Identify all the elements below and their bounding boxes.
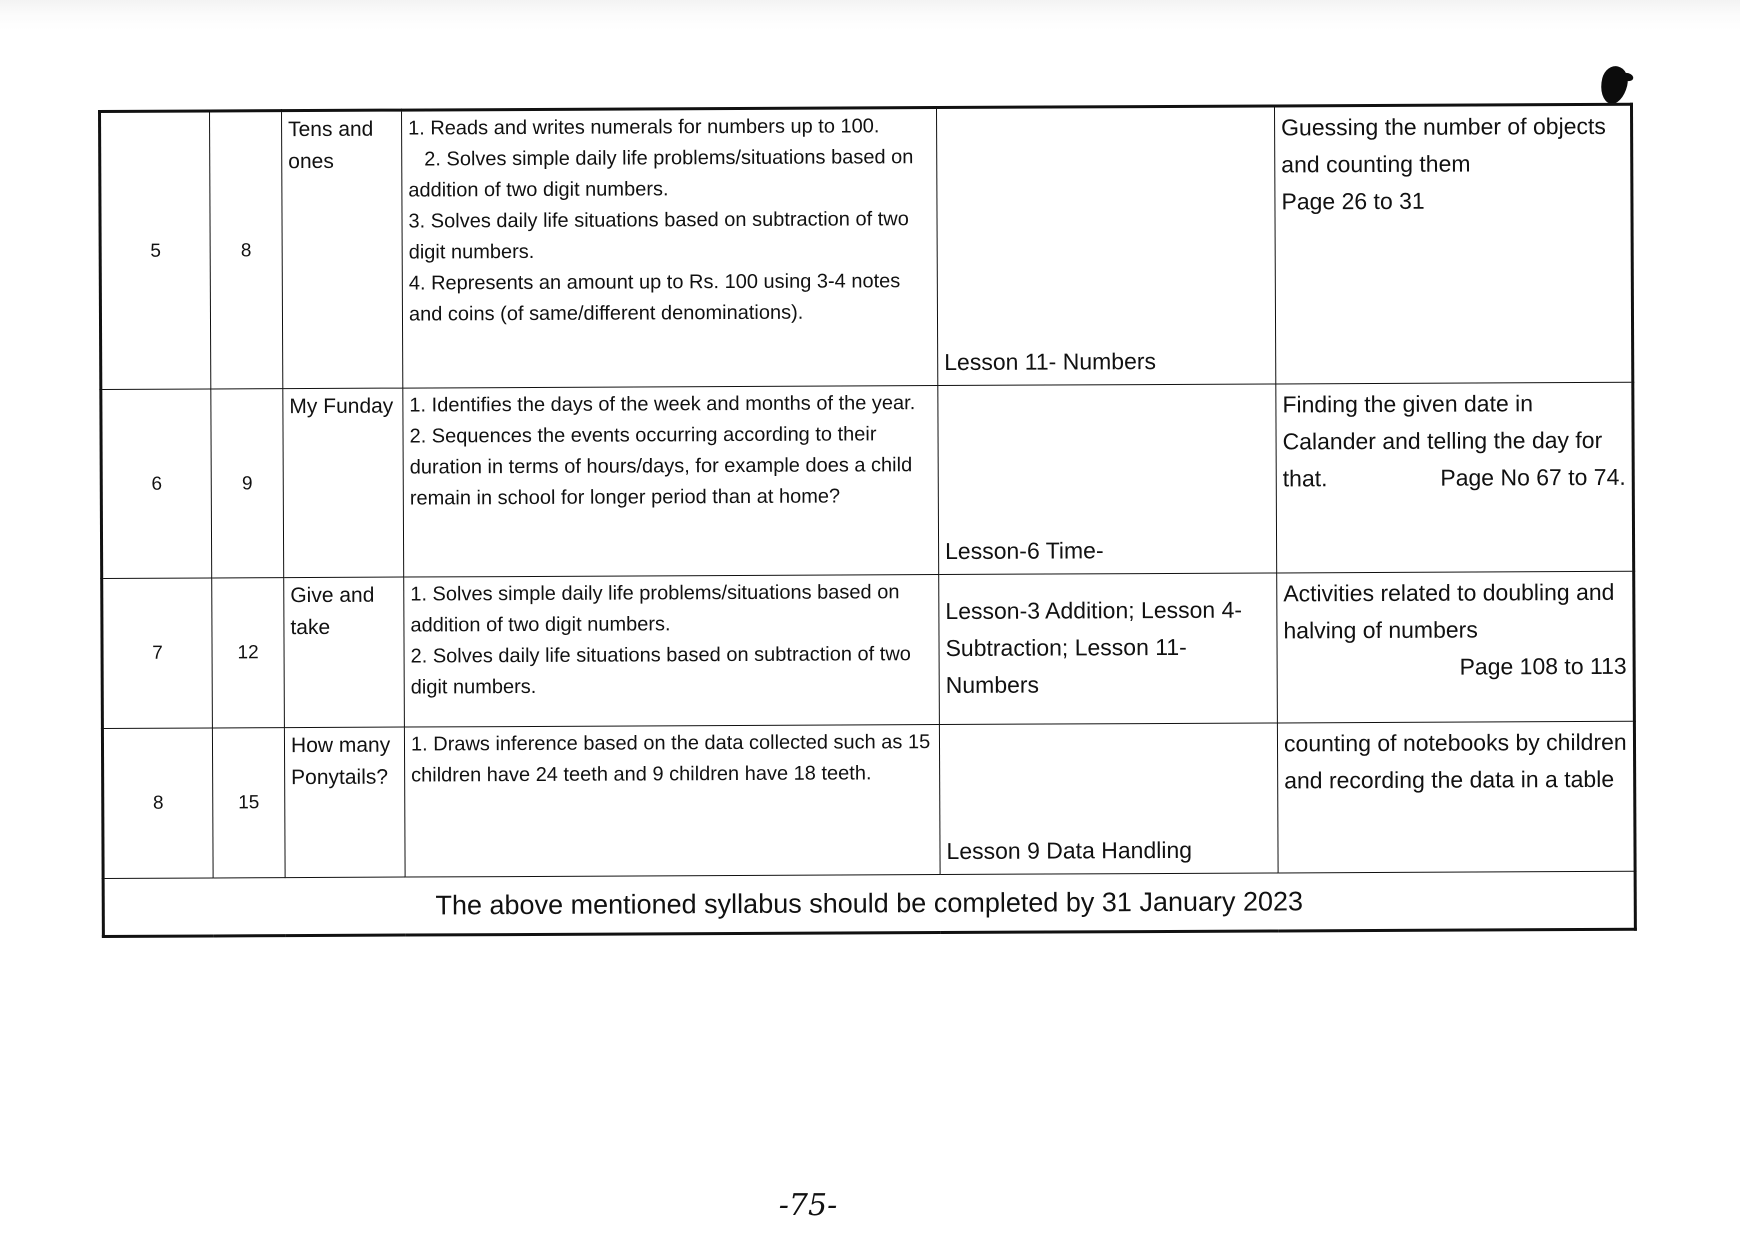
lesson-cell: Lesson-6 Time- — [938, 384, 1277, 575]
table-row — [101, 382, 1634, 578]
week-cell: 12 — [212, 578, 285, 728]
topic-cell: Tens and ones — [282, 110, 403, 389]
table-row — [102, 571, 1635, 728]
serial-number-cell: 6 — [101, 389, 212, 579]
ink-blot-mark — [1597, 63, 1631, 106]
learning-outcomes-cell — [404, 575, 940, 728]
learning-outcomes-cell — [404, 725, 940, 878]
learning-outcome: 1. Identifies the days of the week and months of the year. — [409, 392, 916, 417]
week-cell: 9 — [211, 389, 284, 578]
activity-text: Finding the given date in Calander and telling the day for that. — [1282, 390, 1603, 492]
topic-cell: My Funday — [283, 388, 404, 578]
activity-text: counting of notebooks by children and recording the data in a table — [1283, 728, 1627, 794]
lesson-cell: Lesson 9 Data Handling — [939, 723, 1278, 875]
learning-outcomes-cell — [403, 386, 939, 578]
learning-outcome: 2. Sequences the events occurring according to their duration in terms of hours/days, for example does a child remain in school for longer period than at home? — [409, 423, 913, 510]
learning-outcome: 4. Represents an amount up to Rs. 100 using 3-4 notes and coins (of same/different denominations). — [408, 270, 901, 326]
learning-outcome: 1. Draws inference based on the data collected such as 15 children have 24 teeth and 9 children have 18 teeth. — [410, 731, 931, 787]
learning-outcome: 2. Solves simple daily life problems/situations based on addition of two digit numbers. — [408, 146, 914, 202]
activity-cell — [1277, 721, 1635, 873]
completion-note: The above mentioned syllabus should be completed by 31 January 2023 — [103, 871, 1635, 936]
learning-outcome: 1. Solves simple daily life problems/situations based on addition of two digit numbers. — [410, 581, 900, 637]
serial-number-cell: 7 — [102, 578, 213, 729]
syllabus-table — [98, 103, 1637, 938]
serial-number-cell: 8 — [102, 728, 213, 879]
table-row — [100, 104, 1633, 389]
activity-cell — [1277, 571, 1635, 723]
topic-cell: How many Ponytails? — [284, 727, 405, 878]
syllabus-table-wrapper — [98, 103, 1634, 938]
footer-row — [103, 871, 1635, 936]
topic-cell: Give and take — [284, 577, 405, 728]
lesson-cell: Lesson 11- Numbers — [936, 106, 1275, 386]
learning-outcomes-cell — [402, 108, 938, 389]
activity-cell — [1274, 104, 1632, 384]
table-row — [102, 721, 1635, 878]
page-number: -75- — [778, 1188, 838, 1223]
learning-outcome: 2. Solves daily life situations based on subtraction of two digit numbers. — [410, 643, 911, 699]
serial-number-cell: 5 — [100, 111, 211, 390]
learning-outcome: 1. Reads and writes numerals for numbers up to 100. — [408, 115, 880, 140]
activity-page: Page 108 to 113 — [1459, 652, 1627, 680]
activity-text: Activities related to doubling and halving of numbers — [1283, 578, 1615, 644]
activity-page: Page No 67 to 74. — [1440, 463, 1626, 491]
week-cell: 15 — [212, 728, 285, 878]
lesson-cell: Lesson-3 Addition; Lesson 4- Subtraction; Lesson 11- Numbers — [939, 573, 1278, 725]
activity-cell — [1276, 382, 1634, 573]
learning-outcome: 3. Solves daily life situations based on subtraction of two digit numbers. — [408, 208, 909, 264]
activity-text: Guessing the number of objects and counting them — [1281, 112, 1606, 178]
week-cell: 8 — [210, 111, 283, 389]
activity-page: Page 26 to 31 — [1281, 187, 1425, 215]
